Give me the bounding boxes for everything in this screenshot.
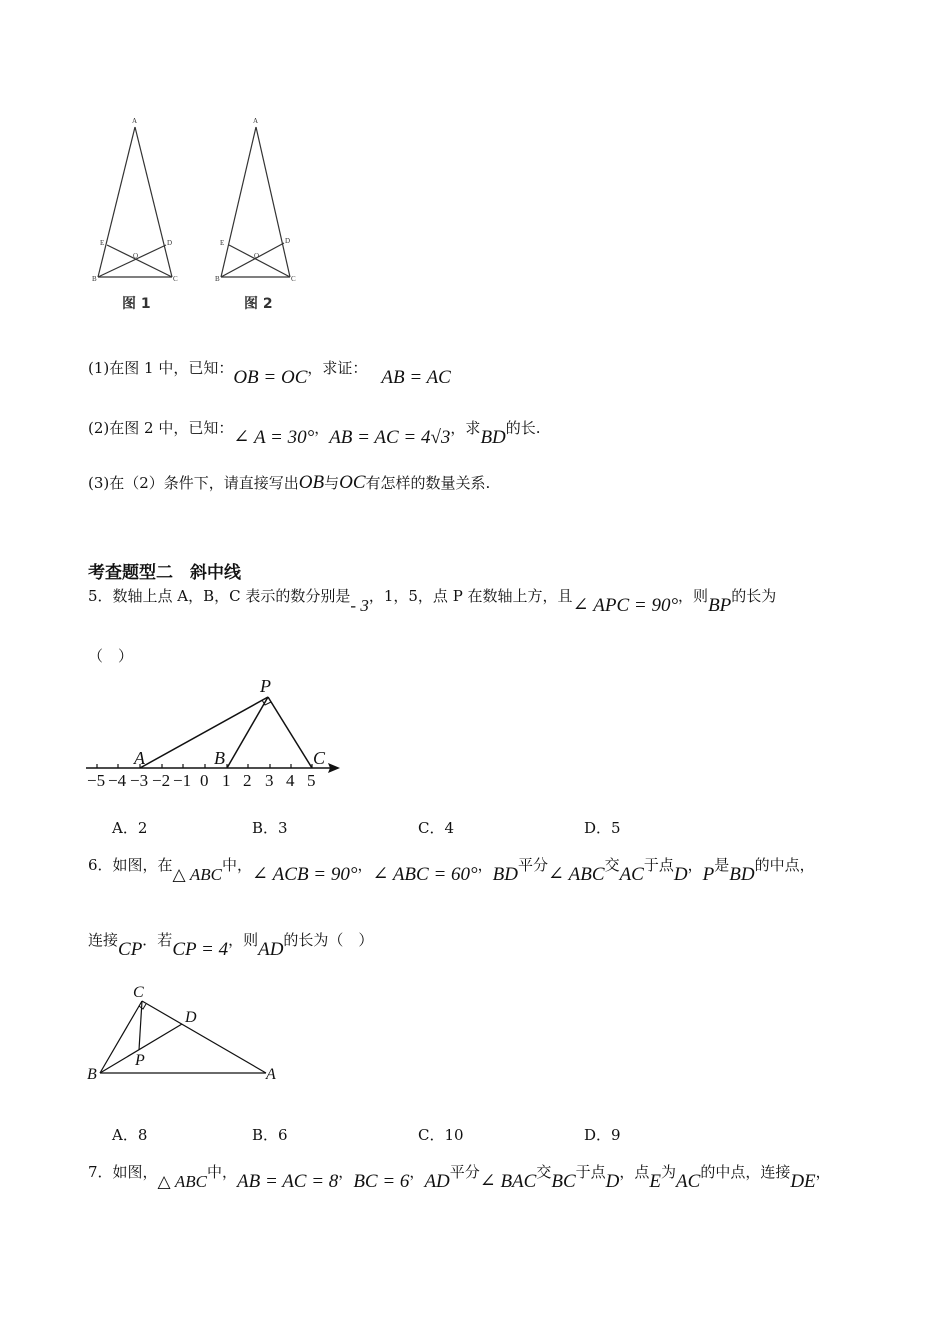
q6-option-b[interactable]: B．6 — [252, 1126, 288, 1144]
q4-p1-math-2: AB = AC — [381, 367, 451, 388]
segment-cp — [268, 697, 312, 768]
q5-number-line-figure — [84, 676, 354, 796]
q7-math-2: BC = 6 — [353, 1171, 410, 1192]
segment-ap — [140, 697, 268, 768]
q6-t1: 中， — [221, 856, 252, 874]
q5-lead: 5．数轴上点 A，B，C 表示的数分别是 — [88, 587, 351, 605]
q6-t2: 平分 — [517, 856, 548, 874]
fig1-label-c: C — [173, 275, 178, 283]
tick-label: −5 — [87, 771, 106, 790]
q6-t5: 是 — [714, 856, 730, 874]
q7-t1: 中， — [206, 1163, 237, 1181]
top-figures — [88, 110, 318, 320]
q5-option-c[interactable]: C．4 — [418, 819, 455, 837]
q4-p3-mid: 与 — [324, 474, 340, 492]
q6-c2: ， — [477, 856, 493, 874]
q7-math-4: ∠ BAC — [479, 1171, 537, 1192]
q6-math-triangle: △ ABC — [172, 865, 222, 884]
q6-t4: 于点 — [643, 856, 674, 874]
q5-mid-1: ，1，5，点 P 在数轴上方，且 — [368, 587, 573, 605]
q4-p2-math-2: AB = AC = 4√3 — [329, 427, 451, 448]
q7-math-8: AC — [676, 1171, 701, 1192]
point-label-p: P — [260, 676, 271, 696]
fig2-label-o: O — [254, 252, 260, 260]
q7-t3: 交 — [536, 1163, 552, 1181]
q7-t2: 平分 — [449, 1163, 480, 1181]
q7-c1: ， — [338, 1163, 354, 1181]
q6-math-2: ∠ ABC = 60° — [372, 864, 478, 885]
q6-math-6: D — [673, 864, 688, 885]
q4-part1 — [88, 357, 451, 388]
q5-stem — [88, 584, 777, 616]
q4-p1-math-1: OB = OC — [233, 367, 308, 388]
q4-p3-math-2: OC — [339, 472, 366, 493]
tick-label: 2 — [243, 771, 252, 790]
q5-end: 的长为 — [731, 587, 777, 605]
q6-t6: 的中点， — [754, 856, 815, 874]
q5-mid-2: ，则 — [678, 587, 709, 605]
q6-c1: ， — [357, 856, 373, 874]
q6-c3: ， — [687, 856, 703, 874]
q6-triangle-figure — [84, 980, 284, 1085]
q4-p2-math-3: BD — [480, 427, 506, 448]
q5-math-3: BP — [708, 595, 732, 616]
q6-math-8: BD — [729, 864, 755, 885]
q5-math-1: - 3 — [350, 596, 369, 615]
q4-p1-mid: ，求证： — [307, 359, 368, 377]
fig2-label-b: B — [215, 275, 220, 283]
point-label-d: D — [185, 1009, 197, 1026]
q7-t7: 的中点，连接 — [700, 1163, 791, 1181]
q6-l2-t2: ，则 — [228, 931, 259, 949]
q4-p2-text: (2)在图 2 中，已知： — [88, 419, 234, 437]
q5-option-b[interactable]: B．3 — [252, 819, 288, 837]
q7-stem-line-1 — [88, 1160, 831, 1192]
q5-paren: （ ） — [88, 647, 134, 665]
tick-label: 5 — [307, 771, 316, 790]
q6-option-a[interactable]: A．8 — [112, 1126, 148, 1144]
q6-l2-math-1: CP — [118, 939, 143, 960]
q7-math-6: D — [605, 1171, 620, 1192]
q4-p2-mid: ，求 — [450, 419, 481, 437]
q6-l2-t1: ．若 — [142, 931, 173, 949]
q7-t6: 为 — [661, 1163, 677, 1181]
point-label-a: A — [266, 1066, 276, 1083]
q6-t3: 交 — [604, 856, 620, 874]
q6-l2-lead: 连接 — [88, 931, 119, 949]
q6-math-5: AC — [619, 864, 644, 885]
tick-label: 0 — [200, 771, 209, 790]
q4-part2 — [88, 416, 541, 448]
q7-t4: 于点 — [575, 1163, 606, 1181]
q6-lead: 6．如图，在 — [88, 856, 173, 874]
q5-option-d[interactable]: D．5 — [584, 819, 621, 837]
fig1-label-b: B — [92, 275, 97, 283]
tick-label: −4 — [108, 771, 127, 790]
q6-option-c[interactable]: C．10 — [418, 1126, 464, 1144]
q4-p1-text: (1)在图 1 中，已知： — [88, 359, 234, 377]
point-label-p: P — [135, 1052, 145, 1069]
q5-math-2: ∠ APC = 90° — [572, 595, 679, 616]
q4-p2-comma: ， — [314, 419, 330, 437]
q7-lead: 7．如图， — [88, 1163, 158, 1181]
fig2-label-d: D — [285, 237, 291, 245]
tick-label: 3 — [265, 771, 274, 790]
fig1-label-d: D — [167, 239, 173, 247]
q6-math-7: P — [702, 864, 715, 885]
tick-label: −2 — [152, 771, 171, 790]
point-label-c: C — [313, 748, 326, 768]
fig2-label-a: A — [253, 117, 259, 125]
q6-math-1: ∠ ACB = 90° — [252, 864, 358, 885]
q7-t5: ，点 — [619, 1163, 650, 1181]
tick-label: 1 — [222, 771, 231, 790]
fig1-label-a: A — [132, 117, 138, 125]
point-label-b: B — [214, 748, 225, 768]
q6-l2-end: 的长为（ ） — [283, 931, 374, 949]
point-label-c: C — [133, 984, 144, 1001]
tick-label: −1 — [173, 771, 192, 790]
q4-p3-end: 有怎样的数量关系. — [365, 474, 491, 492]
q7-math-7: E — [649, 1171, 662, 1192]
q4-p3-math-1: OB — [298, 472, 325, 493]
q6-stem-line-2 — [88, 929, 374, 960]
section-title: 考查题型二 斜中线 — [88, 563, 241, 583]
q7-math-5: BC — [551, 1171, 576, 1192]
fig1-label-o: O — [133, 252, 139, 260]
fig1-label-e: E — [100, 239, 105, 247]
q7-c2: ， — [409, 1163, 425, 1181]
tick-label: −3 — [130, 771, 149, 790]
q4-p2-math-1: ∠ A = 30° — [233, 427, 315, 448]
q4-p3-text: (3)在（2）条件下，请直接写出 — [88, 474, 299, 492]
q6-stem-line-1 — [88, 853, 815, 885]
point-label-a: A — [134, 748, 145, 768]
fig1-caption: 图 1 — [122, 296, 151, 312]
q6-l2-math-3: AD — [258, 939, 284, 960]
tick-label: 4 — [286, 771, 295, 790]
q5-option-a[interactable]: A．2 — [112, 819, 148, 837]
q4-part3 — [88, 472, 490, 494]
q6-l2-math-2: CP = 4 — [172, 939, 229, 960]
fig2-label-c: C — [291, 275, 296, 283]
point-label-b: B — [87, 1066, 97, 1083]
q7-math-9: DE — [790, 1171, 816, 1192]
fig2-caption: 图 2 — [244, 296, 273, 312]
q4-p2-end: 的长. — [505, 419, 541, 437]
q6-option-d[interactable]: D．9 — [584, 1126, 621, 1144]
q6-math-3: BD — [492, 864, 518, 885]
q7-math-triangle: △ ABC — [157, 1172, 207, 1191]
q7-math-3: AD — [424, 1171, 450, 1192]
fig2-label-e: E — [220, 239, 225, 247]
q7-math-1: AB = AC = 8 — [237, 1171, 339, 1192]
q7-end: ， — [815, 1163, 831, 1181]
q6-math-4: ∠ ABC — [548, 864, 605, 885]
